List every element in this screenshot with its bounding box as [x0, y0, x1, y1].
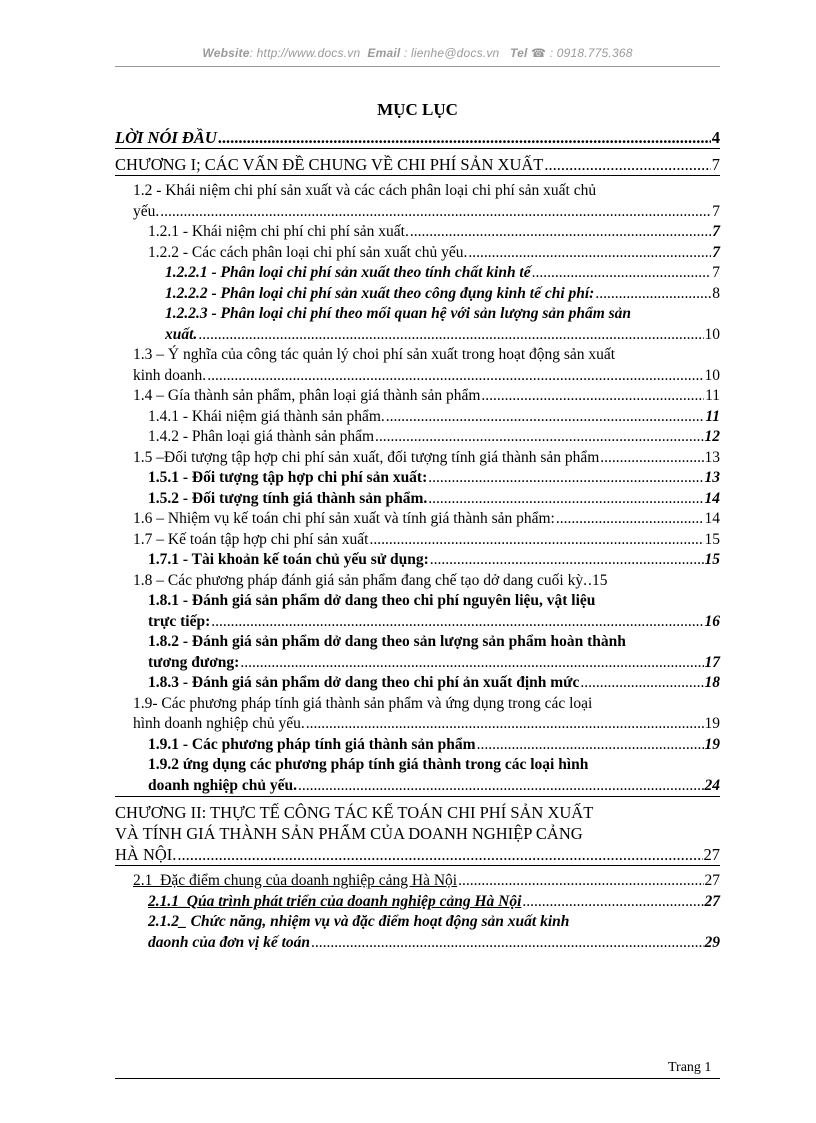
toc-entry-page: 19 [704, 715, 720, 732]
toc-entry-page: 15 [591, 571, 608, 589]
toc-entry-text: LỜI NÓI ĐẦU [115, 128, 217, 147]
toc-entry-text: 1.9.2 ứng dụng các phương pháp tính giá thành trong các loại hình [148, 756, 589, 773]
page-header [115, 46, 720, 60]
toc-entry-page: 11 [705, 407, 720, 425]
toc-entry-text: 1.8.3 - Đánh giá sản phẩm dở dang theo chi phí ản xuất định mức [148, 674, 580, 691]
toc-entry[interactable] [115, 591, 720, 632]
toc-entry-text-mid: VÀ TÍNH GIÁ THÀNH SẢN PHẨM CỦA DOANH NGHIỆP CẢNG [115, 824, 583, 843]
toc-entry-text: CHƯƠNG I; CÁC VẤN ĐỀ CHUNG VỀ CHI PHÍ SẢN XUẤT [115, 155, 544, 174]
toc-entry[interactable] [115, 284, 720, 305]
toc-entry[interactable] [115, 632, 720, 673]
toc-entry-text-cont: xuất. [165, 325, 198, 343]
toc-entry-text: 1.2.2.3 - Phân loại chi phí theo mối quan hệ với sản lượng sản phẩm sản [165, 305, 632, 322]
table-of-contents [115, 127, 720, 953]
toc-entry-text: 1.2.2 - Các cách phân loại chi phí sản xuất chủ yếu. [148, 243, 468, 261]
toc-entry-text: 1.7.1 - Tài khoản kế toán chủ yếu sử dụng: [148, 551, 429, 568]
toc-entry-text: 1.9.1 - Các phương pháp tính giá thành sản phẩm [148, 735, 476, 753]
toc-entry-text-cont: tương đương: [148, 653, 240, 671]
toc-entry[interactable] [115, 243, 720, 264]
toc-entry-text: 2.1.2_ Chức năng, nhiệm vụ và đặc điểm hoạt động sản xuất kinh [148, 913, 570, 930]
toc-entry-text-cont: doanh nghiệp chủ yếu. [148, 776, 298, 794]
toc-entry-text: 1.4 – Gía thành sản phẩm, phân loại giá thành sản phẩm [133, 387, 481, 404]
toc-entry-page: 27 [704, 892, 720, 910]
toc-entry[interactable] [115, 345, 720, 386]
toc-entry[interactable] [115, 694, 720, 735]
toc-entry-text-cont: yếu. [133, 202, 160, 220]
toc-entry-page: 14 [704, 510, 720, 527]
email-label: Email [367, 46, 401, 60]
toc-entry[interactable] [115, 181, 720, 222]
toc-entry-text: 1.8 – Các phương pháp đánh giá sản phẩm đang chế tạo dở dang cuối kỳ. [133, 571, 587, 589]
toc-entry[interactable] [115, 407, 720, 428]
toc-entry-page: 7 [712, 243, 720, 261]
toc-entry-page: 27 [703, 845, 720, 864]
toc-entry[interactable] [115, 912, 720, 953]
toc-entry-page: 4 [711, 128, 720, 147]
toc-entry-text-cont: HÀ NỘI. [115, 845, 177, 864]
toc-entry-text-cont: trực tiếp: [148, 612, 211, 630]
footer-divider [115, 1078, 720, 1079]
toc-entry-text: 1.5.1 - Đối tượng tập hợp chi phí sản xuất: [148, 469, 428, 486]
toc-entry-page: 19 [704, 735, 720, 753]
toc-entry[interactable] [115, 802, 720, 865]
website-value: : http://www.docs.vn [249, 46, 361, 60]
toc-entry-text: 1.2.2.2 - Phân loại chi phí sản xuất theo công đụng kinh tế chi phí: [165, 284, 595, 302]
toc-entry-page: 7 [712, 223, 720, 240]
toc-entry-text: 1.5 –Đối tượng tập hợp chi phí sản xuất, đối tượng tính giá thành sản phẩm [133, 448, 600, 466]
toc-entry[interactable] [115, 755, 720, 796]
toc-entry[interactable] [115, 571, 720, 592]
toc-entry-text: 2.1_Đặc điểm chung của doanh nghiệp cảng Hà Nội [133, 872, 458, 889]
tel-value: ☎ : 0918.775.368 [527, 46, 633, 60]
toc-entry[interactable] [115, 871, 720, 892]
page-title: MỤC LỤC [377, 100, 458, 119]
toc-entry-page: 8 [712, 284, 720, 302]
toc-entry[interactable] [115, 735, 720, 756]
toc-entry-text: 1.2 - Khái niệm chi phí sản xuất và các cách phân loại chi phí sản xuất chủ [133, 182, 597, 199]
toc-entry-text: 1.3 – Ý nghĩa của công tác quản lý choi phí sản xuất trong hoạt động sản xuất [133, 346, 616, 363]
toc-entry[interactable] [115, 427, 720, 448]
toc-entry-text: 1.5.2 - Đối tượng tính giá thành sản phẩm. [148, 489, 428, 507]
header-divider [115, 66, 720, 67]
toc-entry[interactable] [115, 263, 720, 284]
toc-entry-page: 15 [704, 551, 720, 568]
toc-entry-text-cont: daonh của đơn vị kế toán [148, 933, 311, 951]
toc-entry[interactable] [115, 386, 720, 407]
toc-entry[interactable] [115, 154, 720, 175]
toc-entry[interactable] [115, 550, 720, 571]
toc-entry[interactable] [115, 127, 720, 148]
toc-entry-text: 1.2.2.1 - Phân loại chi phí sản xuất theo tính chất kinh tế [165, 264, 531, 281]
toc-entry-page: 10 [704, 366, 720, 384]
toc-entry-page: 27 [704, 872, 720, 889]
toc-entry-page: 18 [704, 674, 720, 691]
tel-label: Tel [510, 46, 528, 60]
toc-entry-text: 2.1.1_Qúa trình phát triển của doanh nghiệp cảng Hà Nội [148, 892, 522, 910]
toc-entry[interactable] [115, 509, 720, 530]
toc-entry[interactable] [115, 304, 720, 345]
toc-entry[interactable] [115, 468, 720, 489]
toc-entry-text: 1.8.2 - Đánh giá sản phẩm dở dang theo sản lượng sản phẩm hoàn thành [148, 633, 626, 650]
toc-entry-text: 1.4.1 - Khái niệm giá thành sản phẩm. [148, 407, 385, 425]
toc-entry-text-cont: kinh doanh. [133, 366, 207, 384]
toc-entry[interactable] [115, 892, 720, 913]
toc-entry-page: 11 [705, 387, 720, 404]
toc-entry-page: 17 [704, 653, 720, 671]
toc-entry-page: 29 [704, 933, 720, 951]
toc-entry[interactable] [115, 448, 720, 469]
toc-entry-page: 14 [704, 489, 720, 507]
website-label: Website [202, 46, 250, 60]
toc-entry-text: 1.6 – Nhiệm vụ kế toán chi phí sản xuất và tính giá thành sản phẩm: [133, 510, 555, 527]
toc-entry-page: 13 [704, 448, 720, 466]
toc-entry-page: 7 [712, 264, 720, 281]
toc-entry-text: 1.8.1 - Đánh giá sản phẩm dở dang theo chi phí nguyên liệu, vật liệu [148, 592, 596, 609]
toc-entry-page: 13 [704, 469, 720, 486]
toc-entry-page: 12 [704, 428, 720, 445]
toc-entry-text: 1.7 – Kế toán tập hợp chi phí sản xuất [133, 530, 369, 548]
toc-entry[interactable] [115, 530, 720, 551]
toc-entry[interactable] [115, 673, 720, 694]
toc-entry[interactable] [115, 222, 720, 243]
email-value: : lienhe@docs.vn [400, 46, 500, 60]
toc-entry-text: 1.4.2 - Phân loại giá thành sản phẩm [148, 428, 374, 445]
toc-entry[interactable] [115, 489, 720, 510]
toc-entry-text: CHƯƠNG II: THỰC TẾ CÔNG TÁC KẾ TOÁN CHI PHÍ SẢN XUẤT [115, 803, 594, 822]
toc-entry-page: 10 [704, 325, 720, 343]
toc-entry-page: 16 [704, 612, 720, 630]
page-number: Trang 1 [668, 1060, 712, 1075]
toc-entry-text: 1.9- Các phương pháp tính giá thành sản phẩm và ứng dụng trong các loại [133, 694, 593, 712]
toc-entry-text: 1.2.1 - Khái niệm chi phí chi phí sản xuất. [148, 223, 409, 240]
toc-entry-page: 7 [712, 202, 720, 220]
toc-entry-page: 15 [704, 530, 720, 548]
toc-entry-page: 24 [704, 776, 720, 794]
toc-entry-text-cont: hình doanh nghiệp chủ yếu. [133, 715, 305, 732]
toc-entry-page: 7 [711, 155, 720, 174]
